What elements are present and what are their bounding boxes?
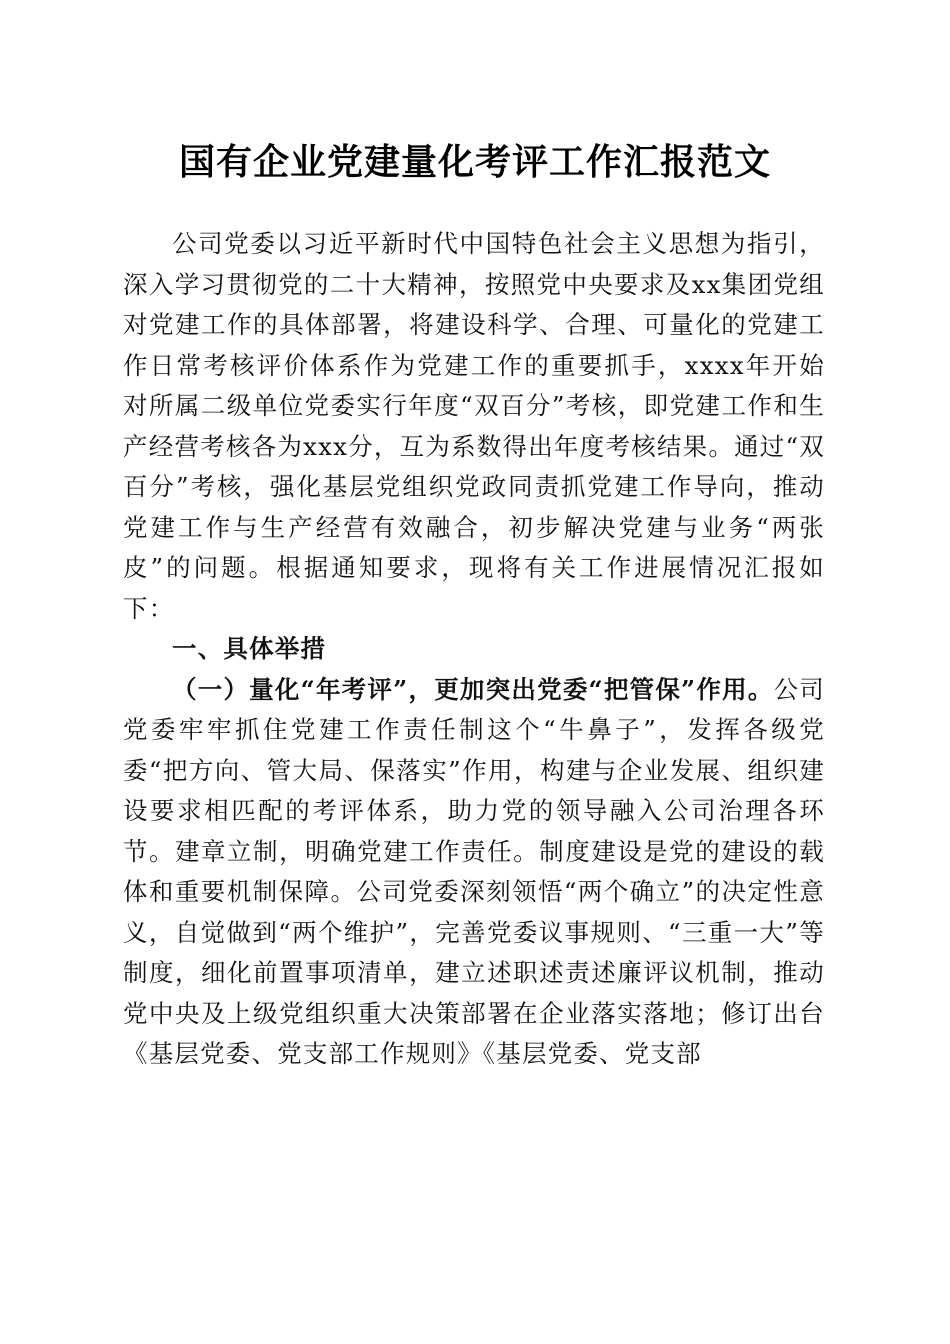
section-heading: 一、具体举措 [172, 634, 327, 663]
document-body [123, 224, 825, 1075]
subsection-paragraph [123, 670, 825, 1075]
document-title: 国有企业党建量化考评工作汇报范文 [178, 141, 771, 183]
subsection-heading: （一）量化“年考评”，更加突出党委“把管保”作用。 [172, 674, 774, 704]
intro-paragraph: 公司党委以习近平新时代中国特色社会主义思想为指引，深入学习贯彻党的二十大精神，按照党中央要求及xx集团党组对党建工作的具体部署，将建设科学、合理、可量化的党建工作日常考核评价体系作为党建工作的重要抓手，xxxx年开始对所属二级单位党委实行年度“双百分”考核，即党建工作和生产经营考核各为xxx分，互为系数得出年度考核结果。通过“双百分”考核，强化基层党组织党政同责抓党建工作导向，推动党建工作与生产经营有效融合，初步解决党建与业务“两张皮”的问题。根据通知要求，现将有关工作进展情况汇报如下： [123, 229, 825, 623]
subsection-body: 公司党委牢牢抓住党建工作责任制这个“牛鼻子”，发挥各级党委“把方向、管大局、保落实”作用，构建与企业发展、组织建设要求相匹配的考评体系，助力党的领导融入公司治理各环节。建章立制，明确党建工作责任。制度建设是党的建设的载体和重要机制保障。公司党委深刻领悟“两个确立”的决定性意义，自觉做到“两个维护”，完善党委议事规则、“三重一大”等制度，细化前置事项清单，建立述职述责述廉评议机制，推动党中央及上级党组织重大决策部署在企业落实落地；修订出台《基层党委、党支部工作规则》《基层党委、党支部 [123, 674, 825, 1068]
